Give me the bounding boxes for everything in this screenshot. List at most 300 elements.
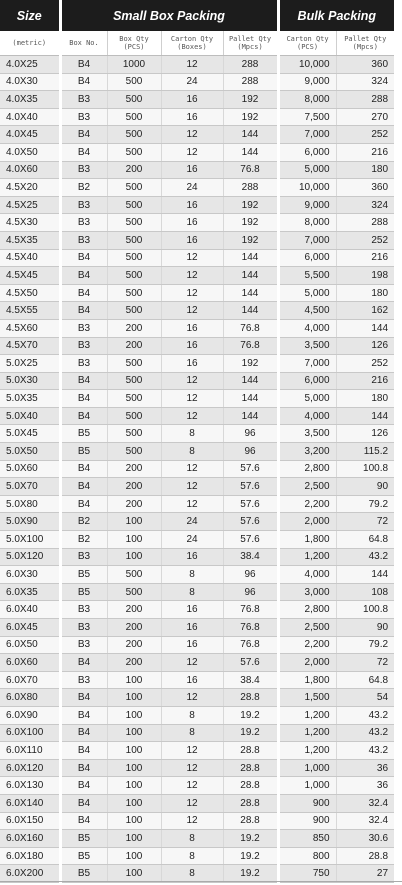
bulk-pallet-qty-cell: 144 xyxy=(336,407,394,425)
carton-qty-cell: 24 xyxy=(161,531,223,549)
carton-qty-cell: 16 xyxy=(161,548,223,566)
box-no-cell: B3 xyxy=(60,337,107,355)
bulk-carton-qty-cell: 4,500 xyxy=(278,302,336,320)
bulk-carton-qty-cell: 1,200 xyxy=(278,742,336,760)
size-cell: 5.0X25 xyxy=(0,355,60,373)
bulk-carton-qty-cell: 4,000 xyxy=(278,566,336,584)
box-qty-cell: 200 xyxy=(107,460,161,478)
box-no-cell: B5 xyxy=(60,566,107,584)
bulk-pallet-qty-cell: 100.8 xyxy=(336,460,394,478)
carton-qty-cell: 8 xyxy=(161,847,223,865)
size-cell: 5.0X80 xyxy=(0,495,60,513)
carton-qty-cell: 12 xyxy=(161,654,223,672)
bulk-carton-qty-cell: 7,000 xyxy=(278,355,336,373)
bulk-carton-qty-cell: 5,000 xyxy=(278,161,336,179)
pallet-qty-cell: 192 xyxy=(223,214,278,232)
size-cell: 4.5X60 xyxy=(0,319,60,337)
bulk-carton-qty-cell: 3,000 xyxy=(278,583,336,601)
carton-qty-cell: 8 xyxy=(161,865,223,883)
bulk-carton-qty-cell: 3,200 xyxy=(278,443,336,461)
box-qty-cell: 200 xyxy=(107,319,161,337)
box-qty-cell: 500 xyxy=(107,566,161,584)
carton-qty-cell: 16 xyxy=(161,108,223,126)
carton-qty-cell: 16 xyxy=(161,214,223,232)
size-cell: 6.0X180 xyxy=(0,847,60,865)
bulk-carton-qty-cell: 10,000 xyxy=(278,56,336,74)
carton-qty-cell: 8 xyxy=(161,830,223,848)
size-cell: 4.0X35 xyxy=(0,91,60,109)
header-row-sub xyxy=(0,31,394,56)
pallet-qty-cell: 57.6 xyxy=(223,478,278,496)
bulk-pallet-qty-cell: 162 xyxy=(336,302,394,320)
bulk-carton-qty-cell: 4,000 xyxy=(278,407,336,425)
pallet-qty-cell: 19.2 xyxy=(223,830,278,848)
box-no-cell: B4 xyxy=(60,654,107,672)
pallet-qty-cell: 192 xyxy=(223,355,278,373)
table-row xyxy=(0,231,394,249)
box-no-cell: B4 xyxy=(60,372,107,390)
table-row xyxy=(0,478,394,496)
table-row xyxy=(0,619,394,637)
bulk-pallet-qty-cell: 90 xyxy=(336,619,394,637)
carton-qty-cell: 12 xyxy=(161,777,223,795)
bulk-carton-qty-cell: 7,000 xyxy=(278,231,336,249)
bottom-divider xyxy=(0,881,402,882)
pallet-qty-cell: 57.6 xyxy=(223,460,278,478)
box-qty-cell: 200 xyxy=(107,495,161,513)
bulk-carton-qty-cell: 9,000 xyxy=(278,196,336,214)
box-qty-cell: 100 xyxy=(107,689,161,707)
box-no-cell: B2 xyxy=(60,513,107,531)
table-row xyxy=(0,196,394,214)
box-no-cell: B5 xyxy=(60,443,107,461)
carton-qty-cell: 16 xyxy=(161,319,223,337)
table-row xyxy=(0,654,394,672)
bulk-pallet-qty-cell: 79.2 xyxy=(336,495,394,513)
table-row xyxy=(0,636,394,654)
table-row xyxy=(0,355,394,373)
bulk-pallet-qty-cell: 126 xyxy=(336,425,394,443)
bulk-carton-qty-cell: 5,500 xyxy=(278,267,336,285)
pallet-qty-cell: 28.8 xyxy=(223,794,278,812)
size-cell: 5.0X90 xyxy=(0,513,60,531)
pallet-qty-cell: 192 xyxy=(223,108,278,126)
table-row xyxy=(0,91,394,109)
pallet-qty-cell: 28.8 xyxy=(223,742,278,760)
bulk-pallet-qty-cell: 288 xyxy=(336,214,394,232)
pallet-qty-cell: 76.8 xyxy=(223,619,278,637)
table-row xyxy=(0,443,394,461)
bulk-carton-qty-cell: 6,000 xyxy=(278,143,336,161)
carton-qty-cell: 24 xyxy=(161,179,223,197)
pallet-qty-cell: 19.2 xyxy=(223,724,278,742)
table-row xyxy=(0,56,394,74)
box-no-cell: B4 xyxy=(60,706,107,724)
bulk-pallet-qty-cell: 90 xyxy=(336,478,394,496)
carton-qty-cell: 12 xyxy=(161,267,223,285)
pallet-qty-cell: 288 xyxy=(223,56,278,74)
pallet-qty-cell: 76.8 xyxy=(223,601,278,619)
pallet-qty-cell: 38.4 xyxy=(223,671,278,689)
pallet-qty-cell: 144 xyxy=(223,126,278,144)
table-row xyxy=(0,249,394,267)
bulk-pallet-qty-cell: 30.6 xyxy=(336,830,394,848)
pallet-qty-cell: 96 xyxy=(223,583,278,601)
bulk-pallet-qty-cell: 252 xyxy=(336,355,394,373)
table-row xyxy=(0,337,394,355)
box-qty-cell: 100 xyxy=(107,706,161,724)
pallet-qty-cell: 144 xyxy=(223,407,278,425)
size-cell: 6.0X120 xyxy=(0,759,60,777)
carton-qty-cell: 16 xyxy=(161,636,223,654)
box-no-cell: B3 xyxy=(60,671,107,689)
carton-qty-cell: 12 xyxy=(161,372,223,390)
carton-qty-cell: 12 xyxy=(161,56,223,74)
box-qty-cell: 200 xyxy=(107,337,161,355)
box-qty-cell: 100 xyxy=(107,548,161,566)
box-qty-cell: 100 xyxy=(107,794,161,812)
table-row xyxy=(0,601,394,619)
box-qty-cell: 100 xyxy=(107,513,161,531)
carton-qty-cell: 12 xyxy=(161,302,223,320)
pallet-qty-cell: 144 xyxy=(223,302,278,320)
bulk-pallet-qty-cell: 252 xyxy=(336,126,394,144)
carton-qty-subheader: Carton Qty (Boxes) xyxy=(161,31,223,56)
pallet-qty-subheader: Pallet Qty (Mpcs) xyxy=(223,31,278,56)
box-no-cell: B4 xyxy=(60,777,107,795)
size-cell: 4.5X30 xyxy=(0,214,60,232)
bulk-carton-qty-cell: 7,500 xyxy=(278,108,336,126)
carton-qty-cell: 8 xyxy=(161,706,223,724)
carton-qty-cell: 16 xyxy=(161,337,223,355)
table-row xyxy=(0,812,394,830)
bulk-carton-qty-cell: 10,000 xyxy=(278,179,336,197)
pallet-qty-cell: 192 xyxy=(223,231,278,249)
pallet-qty-cell: 28.8 xyxy=(223,777,278,795)
bulk-carton-qty-cell: 2,800 xyxy=(278,601,336,619)
pallet-qty-cell: 28.8 xyxy=(223,759,278,777)
box-qty-cell: 500 xyxy=(107,425,161,443)
box-qty-cell: 100 xyxy=(107,830,161,848)
carton-qty-cell: 16 xyxy=(161,355,223,373)
table-row xyxy=(0,865,394,883)
size-cell: 4.5X20 xyxy=(0,179,60,197)
box-qty-cell: 200 xyxy=(107,161,161,179)
box-no-cell: B4 xyxy=(60,689,107,707)
pallet-qty-cell: 57.6 xyxy=(223,654,278,672)
bulk-pallet-qty-cell: 72 xyxy=(336,654,394,672)
bulk-pallet-qty-cell: 360 xyxy=(336,56,394,74)
table-row xyxy=(0,495,394,513)
bulk-pallet-qty-cell: 216 xyxy=(336,143,394,161)
box-no-cell: B5 xyxy=(60,583,107,601)
box-qty-cell: 500 xyxy=(107,267,161,285)
bulk-pallet-qty-cell: 28.8 xyxy=(336,847,394,865)
table-row xyxy=(0,513,394,531)
carton-qty-cell: 12 xyxy=(161,495,223,513)
box-no-cell: B4 xyxy=(60,742,107,760)
box-qty-cell: 500 xyxy=(107,443,161,461)
size-cell: 6.0X110 xyxy=(0,742,60,760)
table-row xyxy=(0,425,394,443)
bulk-carton-qty-cell: 900 xyxy=(278,794,336,812)
size-cell: 6.0X140 xyxy=(0,794,60,812)
size-cell: 4.0X60 xyxy=(0,161,60,179)
box-qty-cell: 500 xyxy=(107,126,161,144)
size-cell: 4.5X70 xyxy=(0,337,60,355)
bulk-carton-qty-cell: 2,200 xyxy=(278,636,336,654)
box-qty-cell: 500 xyxy=(107,91,161,109)
carton-qty-cell: 12 xyxy=(161,407,223,425)
table-row xyxy=(0,583,394,601)
size-cell: 5.0X100 xyxy=(0,531,60,549)
bulk-pallet-qty-cell: 198 xyxy=(336,267,394,285)
bulk-carton-qty-cell: 6,000 xyxy=(278,249,336,267)
size-cell: 5.0X60 xyxy=(0,460,60,478)
table-row xyxy=(0,671,394,689)
carton-qty-cell: 12 xyxy=(161,759,223,777)
box-qty-cell: 100 xyxy=(107,724,161,742)
pallet-qty-cell: 19.2 xyxy=(223,706,278,724)
box-no-cell: B4 xyxy=(60,302,107,320)
box-no-cell: B4 xyxy=(60,495,107,513)
bulk-pallet-qty-cell: 54 xyxy=(336,689,394,707)
pallet-qty-cell: 19.2 xyxy=(223,847,278,865)
table-row xyxy=(0,390,394,408)
bulk-carton-qty-cell: 2,500 xyxy=(278,478,336,496)
bulk-pallet-qty-cell: 64.8 xyxy=(336,531,394,549)
size-cell: 5.0X35 xyxy=(0,390,60,408)
bulk-pallet-qty-cell: 36 xyxy=(336,777,394,795)
box-no-cell: B4 xyxy=(60,249,107,267)
bulk-carton-qty-cell: 8,000 xyxy=(278,214,336,232)
carton-qty-cell: 12 xyxy=(161,742,223,760)
size-cell: 5.0X120 xyxy=(0,548,60,566)
box-no-cell: B4 xyxy=(60,284,107,302)
pallet-qty-cell: 96 xyxy=(223,566,278,584)
table-row xyxy=(0,742,394,760)
pallet-qty-cell: 144 xyxy=(223,143,278,161)
pallet-qty-cell: 144 xyxy=(223,372,278,390)
bulk-pallet-qty-subheader: Pallet Qty (Mpcs) xyxy=(336,31,394,56)
pallet-qty-cell: 57.6 xyxy=(223,495,278,513)
size-cell: 5.0X45 xyxy=(0,425,60,443)
carton-qty-cell: 16 xyxy=(161,601,223,619)
bulk-pallet-qty-cell: 126 xyxy=(336,337,394,355)
bulk-pallet-qty-cell: 115.2 xyxy=(336,443,394,461)
table-body xyxy=(0,56,394,883)
carton-qty-cell: 16 xyxy=(161,161,223,179)
box-no-cell: B4 xyxy=(60,267,107,285)
box-qty-cell: 200 xyxy=(107,654,161,672)
box-no-cell: B3 xyxy=(60,619,107,637)
carton-qty-cell: 12 xyxy=(161,478,223,496)
box-qty-cell: 500 xyxy=(107,231,161,249)
pallet-qty-cell: 96 xyxy=(223,425,278,443)
box-no-cell: B3 xyxy=(60,161,107,179)
box-qty-cell: 100 xyxy=(107,531,161,549)
bulk-pallet-qty-cell: 43.2 xyxy=(336,742,394,760)
box-qty-cell: 100 xyxy=(107,812,161,830)
table-row xyxy=(0,407,394,425)
table-row xyxy=(0,372,394,390)
size-cell: 4.5X50 xyxy=(0,284,60,302)
carton-qty-cell: 24 xyxy=(161,73,223,91)
header-row-main xyxy=(0,0,394,31)
bulk-pallet-qty-cell: 36 xyxy=(336,759,394,777)
table-row xyxy=(0,460,394,478)
bulk-pallet-qty-cell: 324 xyxy=(336,196,394,214)
bulk-carton-qty-cell: 1,200 xyxy=(278,724,336,742)
bulk-carton-qty-cell: 2,000 xyxy=(278,654,336,672)
size-cell: 6.0X40 xyxy=(0,601,60,619)
size-cell: 4.5X25 xyxy=(0,196,60,214)
box-qty-cell: 500 xyxy=(107,407,161,425)
pallet-qty-cell: 192 xyxy=(223,196,278,214)
box-no-cell: B3 xyxy=(60,601,107,619)
carton-qty-cell: 16 xyxy=(161,196,223,214)
bulk-carton-qty-cell: 1,000 xyxy=(278,777,336,795)
pallet-qty-cell: 19.2 xyxy=(223,865,278,883)
bulk-carton-qty-cell: 3,500 xyxy=(278,425,336,443)
table-row xyxy=(0,126,394,144)
carton-qty-cell: 12 xyxy=(161,460,223,478)
size-cell: 6.0X90 xyxy=(0,706,60,724)
carton-qty-cell: 12 xyxy=(161,812,223,830)
table-row xyxy=(0,830,394,848)
box-qty-cell: 500 xyxy=(107,249,161,267)
box-qty-cell: 500 xyxy=(107,583,161,601)
box-no-cell: B4 xyxy=(60,460,107,478)
table-row xyxy=(0,108,394,126)
box-no-cell: B4 xyxy=(60,126,107,144)
box-qty-cell: 200 xyxy=(107,636,161,654)
table-row xyxy=(0,548,394,566)
pallet-qty-cell: 192 xyxy=(223,91,278,109)
box-no-cell: B3 xyxy=(60,108,107,126)
carton-qty-cell: 24 xyxy=(161,513,223,531)
box-qty-cell: 500 xyxy=(107,302,161,320)
box-no-cell: B3 xyxy=(60,231,107,249)
pallet-qty-cell: 76.8 xyxy=(223,636,278,654)
carton-qty-cell: 12 xyxy=(161,249,223,267)
box-qty-cell: 500 xyxy=(107,390,161,408)
box-no-cell: B4 xyxy=(60,794,107,812)
bulk-pallet-qty-cell: 32.4 xyxy=(336,812,394,830)
box-qty-cell: 500 xyxy=(107,179,161,197)
table-row xyxy=(0,724,394,742)
size-cell: 5.0X50 xyxy=(0,443,60,461)
table-row xyxy=(0,161,394,179)
size-cell: 6.0X70 xyxy=(0,671,60,689)
bulk-carton-qty-cell: 2,200 xyxy=(278,495,336,513)
box-no-subheader: Box No. xyxy=(60,31,107,56)
bulk-carton-qty-cell: 5,000 xyxy=(278,284,336,302)
size-cell: 6.0X80 xyxy=(0,689,60,707)
bulk-carton-qty-cell: 7,000 xyxy=(278,126,336,144)
box-qty-cell: 200 xyxy=(107,601,161,619)
bulk-packing-header: Bulk Packing xyxy=(278,0,394,31)
size-cell: 4.5X40 xyxy=(0,249,60,267)
pallet-qty-cell: 38.4 xyxy=(223,548,278,566)
size-cell: 6.0X100 xyxy=(0,724,60,742)
bulk-carton-qty-cell: 8,000 xyxy=(278,91,336,109)
box-no-cell: B4 xyxy=(60,56,107,74)
pallet-qty-cell: 76.8 xyxy=(223,337,278,355)
table-row xyxy=(0,566,394,584)
bulk-pallet-qty-cell: 43.2 xyxy=(336,706,394,724)
table-row xyxy=(0,531,394,549)
box-no-cell: B4 xyxy=(60,73,107,91)
pallet-qty-cell: 144 xyxy=(223,267,278,285)
pallet-qty-cell: 96 xyxy=(223,443,278,461)
box-no-cell: B2 xyxy=(60,179,107,197)
carton-qty-cell: 8 xyxy=(161,583,223,601)
carton-qty-cell: 12 xyxy=(161,390,223,408)
bulk-pallet-qty-cell: 144 xyxy=(336,566,394,584)
box-qty-cell: 100 xyxy=(107,759,161,777)
bulk-pallet-qty-cell: 32.4 xyxy=(336,794,394,812)
box-qty-cell: 500 xyxy=(107,196,161,214)
box-no-cell: B5 xyxy=(60,865,107,883)
size-cell: 4.5X45 xyxy=(0,267,60,285)
bulk-carton-qty-cell: 2,500 xyxy=(278,619,336,637)
pallet-qty-cell: 28.8 xyxy=(223,812,278,830)
box-qty-cell: 100 xyxy=(107,865,161,883)
carton-qty-cell: 12 xyxy=(161,126,223,144)
box-no-cell: B3 xyxy=(60,636,107,654)
table-row xyxy=(0,847,394,865)
box-no-cell: B5 xyxy=(60,425,107,443)
pallet-qty-cell: 76.8 xyxy=(223,161,278,179)
size-header: Size xyxy=(0,0,60,31)
bulk-carton-qty-cell: 9,000 xyxy=(278,73,336,91)
pallet-qty-cell: 57.6 xyxy=(223,513,278,531)
bulk-pallet-qty-cell: 216 xyxy=(336,249,394,267)
size-cell: 5.0X30 xyxy=(0,372,60,390)
size-cell: 6.0X130 xyxy=(0,777,60,795)
carton-qty-cell: 12 xyxy=(161,689,223,707)
bulk-pallet-qty-cell: 79.2 xyxy=(336,636,394,654)
box-no-cell: B3 xyxy=(60,196,107,214)
pallet-qty-cell: 288 xyxy=(223,179,278,197)
size-cell: 6.0X30 xyxy=(0,566,60,584)
box-no-cell: B5 xyxy=(60,847,107,865)
bulk-pallet-qty-cell: 144 xyxy=(336,319,394,337)
bulk-pallet-qty-cell: 180 xyxy=(336,161,394,179)
box-qty-subheader: Box Qty (PCS) xyxy=(107,31,161,56)
size-cell: 6.0X35 xyxy=(0,583,60,601)
carton-qty-cell: 12 xyxy=(161,284,223,302)
box-qty-cell: 100 xyxy=(107,671,161,689)
bulk-pallet-qty-cell: 100.8 xyxy=(336,601,394,619)
size-cell: 5.0X40 xyxy=(0,407,60,425)
pallet-qty-cell: 144 xyxy=(223,390,278,408)
carton-qty-cell: 12 xyxy=(161,794,223,812)
box-no-cell: B4 xyxy=(60,759,107,777)
table-row xyxy=(0,267,394,285)
bulk-carton-qty-cell: 3,500 xyxy=(278,337,336,355)
small-box-packing-header: Small Box Packing xyxy=(60,0,278,31)
bulk-carton-qty-cell: 750 xyxy=(278,865,336,883)
box-no-cell: B3 xyxy=(60,214,107,232)
table-row xyxy=(0,143,394,161)
size-cell: 4.5X55 xyxy=(0,302,60,320)
pallet-qty-cell: 144 xyxy=(223,284,278,302)
bulk-carton-qty-cell: 1,800 xyxy=(278,671,336,689)
bulk-carton-qty-cell: 1,800 xyxy=(278,531,336,549)
box-qty-cell: 1000 xyxy=(107,56,161,74)
